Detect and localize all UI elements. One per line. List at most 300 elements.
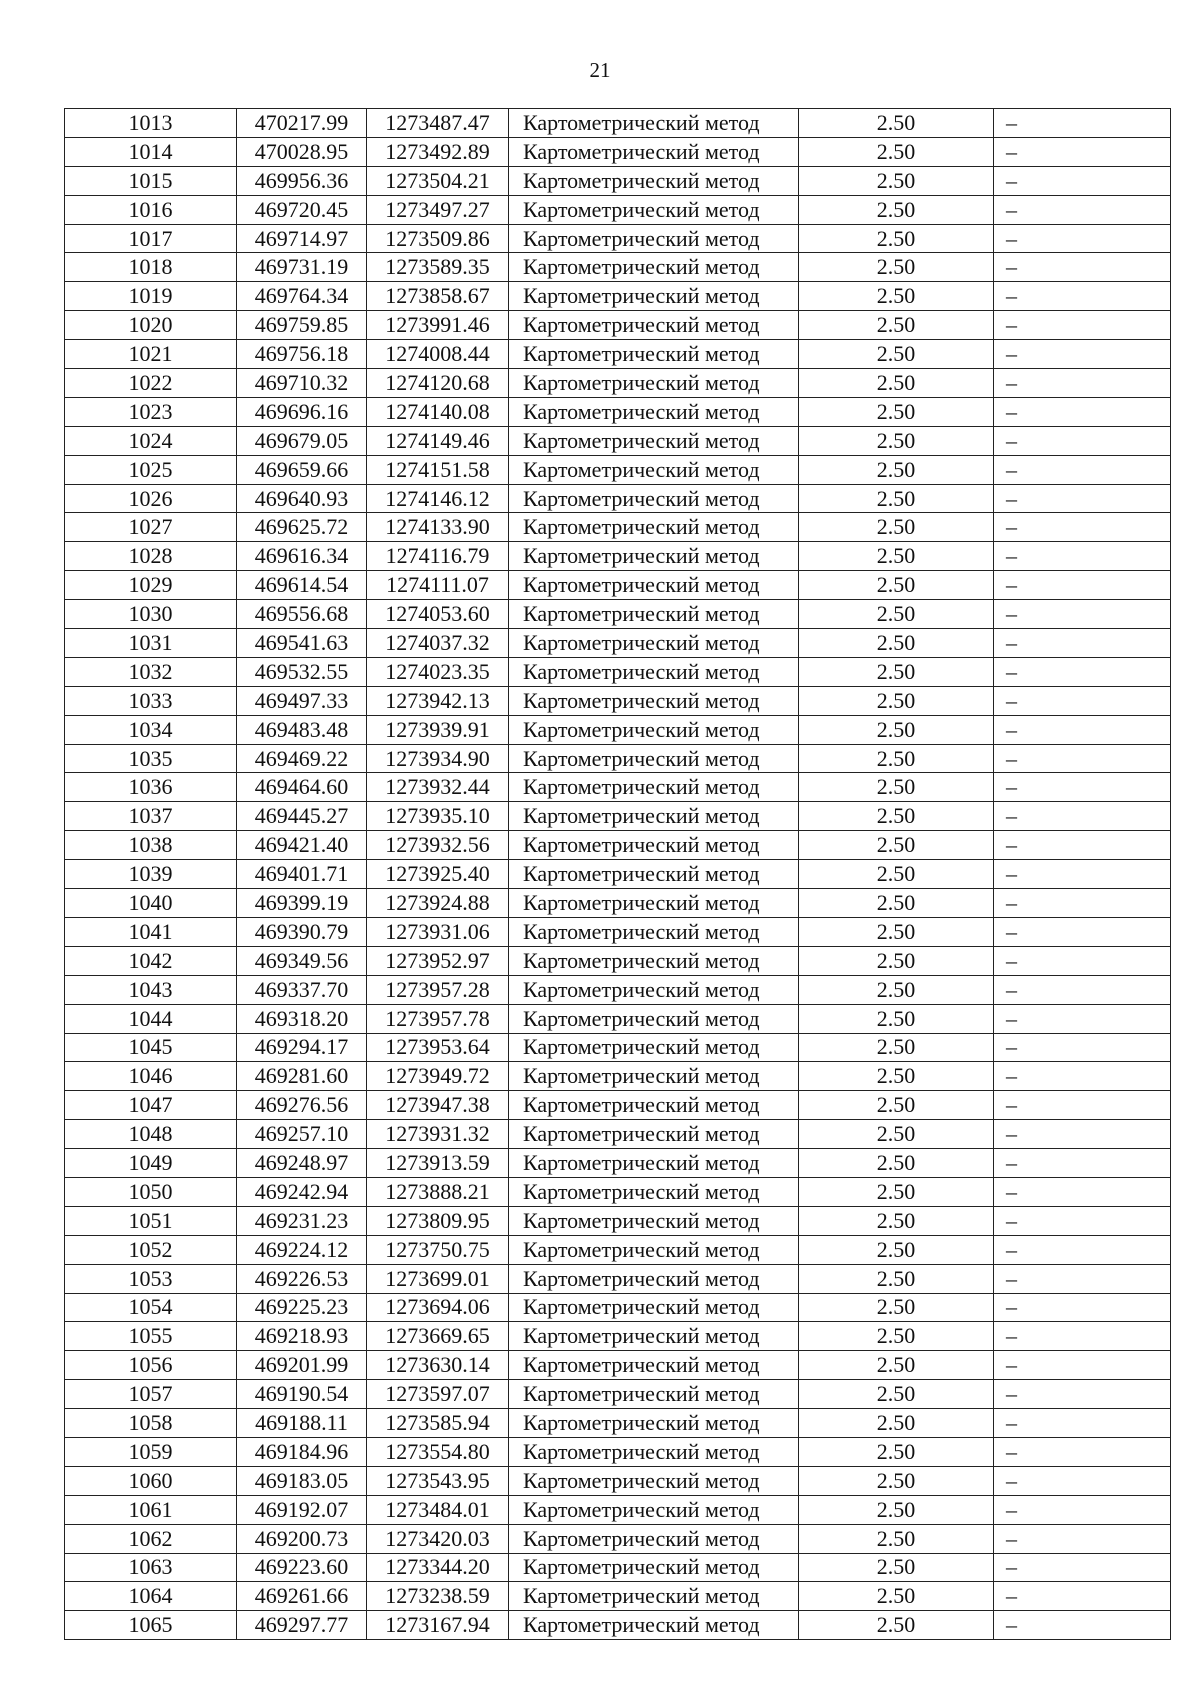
point-number-cell: 1064 xyxy=(65,1582,237,1611)
description-cell: – xyxy=(994,1120,1171,1149)
x-coordinate-cell: 469640.93 xyxy=(237,484,367,513)
method-cell: Картометрический метод xyxy=(509,1149,799,1178)
y-coordinate-cell: 1273942.13 xyxy=(367,686,509,715)
method-cell: Картометрический метод xyxy=(509,1033,799,1062)
x-coordinate-cell: 469297.77 xyxy=(237,1611,367,1640)
y-coordinate-cell: 1273167.94 xyxy=(367,1611,509,1640)
precision-cell: 2.50 xyxy=(799,1611,994,1640)
description-cell: – xyxy=(994,1293,1171,1322)
point-number-cell: 1054 xyxy=(65,1293,237,1322)
method-cell: Картометрический метод xyxy=(509,1351,799,1380)
y-coordinate-cell: 1273420.03 xyxy=(367,1524,509,1553)
table-row xyxy=(65,1495,1171,1524)
table-row xyxy=(65,1120,1171,1149)
precision-cell: 2.50 xyxy=(799,657,994,686)
precision-cell: 2.50 xyxy=(799,1437,994,1466)
description-cell: – xyxy=(994,1091,1171,1120)
description-cell: – xyxy=(994,1206,1171,1235)
point-number-cell: 1013 xyxy=(65,109,237,138)
table-row xyxy=(65,1409,1171,1438)
x-coordinate-cell: 469720.45 xyxy=(237,195,367,224)
y-coordinate-cell: 1274146.12 xyxy=(367,484,509,513)
x-coordinate-cell: 469497.33 xyxy=(237,686,367,715)
method-cell: Картометрический метод xyxy=(509,166,799,195)
method-cell: Картометрический метод xyxy=(509,426,799,455)
precision-cell: 2.50 xyxy=(799,195,994,224)
method-cell: Картометрический метод xyxy=(509,1062,799,1091)
y-coordinate-cell: 1273809.95 xyxy=(367,1206,509,1235)
description-cell: – xyxy=(994,1177,1171,1206)
x-coordinate-cell: 469224.12 xyxy=(237,1235,367,1264)
description-cell: – xyxy=(994,1582,1171,1611)
method-cell: Картометрический метод xyxy=(509,1091,799,1120)
precision-cell: 2.50 xyxy=(799,1120,994,1149)
precision-cell: 2.50 xyxy=(799,1004,994,1033)
table-row xyxy=(65,426,1171,455)
point-number-cell: 1031 xyxy=(65,629,237,658)
description-cell: – xyxy=(994,282,1171,311)
description-cell: – xyxy=(994,253,1171,282)
point-number-cell: 1033 xyxy=(65,686,237,715)
table-row xyxy=(65,889,1171,918)
point-number-cell: 1030 xyxy=(65,600,237,629)
x-coordinate-cell: 469192.07 xyxy=(237,1495,367,1524)
point-number-cell: 1037 xyxy=(65,802,237,831)
x-coordinate-cell: 469421.40 xyxy=(237,831,367,860)
description-cell: – xyxy=(994,397,1171,426)
point-number-cell: 1052 xyxy=(65,1235,237,1264)
precision-cell: 2.50 xyxy=(799,831,994,860)
precision-cell: 2.50 xyxy=(799,1293,994,1322)
y-coordinate-cell: 1274140.08 xyxy=(367,397,509,426)
method-cell: Картометрический метод xyxy=(509,1380,799,1409)
table-row xyxy=(65,1206,1171,1235)
table-row xyxy=(65,1524,1171,1553)
description-cell: – xyxy=(994,1380,1171,1409)
table-row xyxy=(65,455,1171,484)
point-number-cell: 1048 xyxy=(65,1120,237,1149)
table-row xyxy=(65,600,1171,629)
precision-cell: 2.50 xyxy=(799,773,994,802)
y-coordinate-cell: 1273957.28 xyxy=(367,975,509,1004)
precision-cell: 2.50 xyxy=(799,1553,994,1582)
description-cell: – xyxy=(994,542,1171,571)
point-number-cell: 1035 xyxy=(65,744,237,773)
y-coordinate-cell: 1273932.56 xyxy=(367,831,509,860)
method-cell: Картометрический метод xyxy=(509,600,799,629)
method-cell: Картометрический метод xyxy=(509,455,799,484)
precision-cell: 2.50 xyxy=(799,369,994,398)
point-number-cell: 1024 xyxy=(65,426,237,455)
point-number-cell: 1019 xyxy=(65,282,237,311)
point-number-cell: 1044 xyxy=(65,1004,237,1033)
method-cell: Картометрический метод xyxy=(509,484,799,513)
page-number: 21 xyxy=(589,58,611,82)
x-coordinate-cell: 469248.97 xyxy=(237,1149,367,1178)
method-cell: Картометрический метод xyxy=(509,1437,799,1466)
method-cell: Картометрический метод xyxy=(509,831,799,860)
point-number-cell: 1018 xyxy=(65,253,237,282)
method-cell: Картометрический метод xyxy=(509,109,799,138)
point-number-cell: 1022 xyxy=(65,369,237,398)
point-number-cell: 1046 xyxy=(65,1062,237,1091)
table-row xyxy=(65,1293,1171,1322)
point-number-cell: 1028 xyxy=(65,542,237,571)
y-coordinate-cell: 1273509.86 xyxy=(367,224,509,253)
point-number-cell: 1038 xyxy=(65,831,237,860)
y-coordinate-cell: 1273925.40 xyxy=(367,860,509,889)
method-cell: Картометрический метод xyxy=(509,773,799,802)
table-row xyxy=(65,1091,1171,1120)
table-row xyxy=(65,629,1171,658)
x-coordinate-cell: 469188.11 xyxy=(237,1409,367,1438)
method-cell: Картометрический метод xyxy=(509,1235,799,1264)
description-cell: – xyxy=(994,166,1171,195)
table-row xyxy=(65,1264,1171,1293)
precision-cell: 2.50 xyxy=(799,426,994,455)
y-coordinate-cell: 1274116.79 xyxy=(367,542,509,571)
y-coordinate-cell: 1273931.06 xyxy=(367,917,509,946)
description-cell: – xyxy=(994,311,1171,340)
y-coordinate-cell: 1274037.32 xyxy=(367,629,509,658)
y-coordinate-cell: 1273589.35 xyxy=(367,253,509,282)
x-coordinate-cell: 469956.36 xyxy=(237,166,367,195)
y-coordinate-cell: 1273949.72 xyxy=(367,1062,509,1091)
x-coordinate-cell: 469200.73 xyxy=(237,1524,367,1553)
precision-cell: 2.50 xyxy=(799,137,994,166)
method-cell: Картометрический метод xyxy=(509,744,799,773)
method-cell: Картометрический метод xyxy=(509,1611,799,1640)
precision-cell: 2.50 xyxy=(799,686,994,715)
point-number-cell: 1058 xyxy=(65,1409,237,1438)
point-number-cell: 1016 xyxy=(65,195,237,224)
table-row xyxy=(65,282,1171,311)
description-cell: – xyxy=(994,340,1171,369)
table-row xyxy=(65,484,1171,513)
precision-cell: 2.50 xyxy=(799,1235,994,1264)
table-row xyxy=(65,1177,1171,1206)
table-row xyxy=(65,195,1171,224)
description-cell: – xyxy=(994,1495,1171,1524)
point-number-cell: 1015 xyxy=(65,166,237,195)
point-number-cell: 1014 xyxy=(65,137,237,166)
table-row xyxy=(65,975,1171,1004)
method-cell: Картометрический метод xyxy=(509,513,799,542)
x-coordinate-cell: 469201.99 xyxy=(237,1351,367,1380)
method-cell: Картометрический метод xyxy=(509,657,799,686)
y-coordinate-cell: 1273344.20 xyxy=(367,1553,509,1582)
point-number-cell: 1059 xyxy=(65,1437,237,1466)
method-cell: Картометрический метод xyxy=(509,715,799,744)
y-coordinate-cell: 1273935.10 xyxy=(367,802,509,831)
y-coordinate-cell: 1273947.38 xyxy=(367,1091,509,1120)
method-cell: Картометрический метод xyxy=(509,282,799,311)
description-cell: – xyxy=(994,1322,1171,1351)
method-cell: Картометрический метод xyxy=(509,253,799,282)
table-row xyxy=(65,917,1171,946)
precision-cell: 2.50 xyxy=(799,1380,994,1409)
y-coordinate-cell: 1273931.32 xyxy=(367,1120,509,1149)
description-cell: – xyxy=(994,1437,1171,1466)
description-cell: – xyxy=(994,455,1171,484)
precision-cell: 2.50 xyxy=(799,1351,994,1380)
table-row xyxy=(65,1149,1171,1178)
description-cell: – xyxy=(994,224,1171,253)
precision-cell: 2.50 xyxy=(799,860,994,889)
y-coordinate-cell: 1274133.90 xyxy=(367,513,509,542)
x-coordinate-cell: 469399.19 xyxy=(237,889,367,918)
precision-cell: 2.50 xyxy=(799,600,994,629)
method-cell: Картометрический метод xyxy=(509,1322,799,1351)
method-cell: Картометрический метод xyxy=(509,542,799,571)
point-number-cell: 1050 xyxy=(65,1177,237,1206)
table-row xyxy=(65,1582,1171,1611)
description-cell: – xyxy=(994,1553,1171,1582)
description-cell: – xyxy=(994,1611,1171,1640)
description-cell: – xyxy=(994,484,1171,513)
point-number-cell: 1026 xyxy=(65,484,237,513)
description-cell: – xyxy=(994,657,1171,686)
precision-cell: 2.50 xyxy=(799,1206,994,1235)
precision-cell: 2.50 xyxy=(799,1033,994,1062)
point-number-cell: 1053 xyxy=(65,1264,237,1293)
method-cell: Картометрический метод xyxy=(509,397,799,426)
point-number-cell: 1045 xyxy=(65,1033,237,1062)
method-cell: Картометрический метод xyxy=(509,195,799,224)
x-coordinate-cell: 469294.17 xyxy=(237,1033,367,1062)
description-cell: – xyxy=(994,946,1171,975)
y-coordinate-cell: 1273924.88 xyxy=(367,889,509,918)
x-coordinate-cell: 469469.22 xyxy=(237,744,367,773)
description-cell: – xyxy=(994,1264,1171,1293)
point-number-cell: 1049 xyxy=(65,1149,237,1178)
precision-cell: 2.50 xyxy=(799,1582,994,1611)
point-number-cell: 1061 xyxy=(65,1495,237,1524)
method-cell: Картометрический метод xyxy=(509,137,799,166)
y-coordinate-cell: 1274023.35 xyxy=(367,657,509,686)
point-number-cell: 1057 xyxy=(65,1380,237,1409)
description-cell: – xyxy=(994,744,1171,773)
y-coordinate-cell: 1273597.07 xyxy=(367,1380,509,1409)
method-cell: Картометрический метод xyxy=(509,917,799,946)
table-row xyxy=(65,1235,1171,1264)
x-coordinate-cell: 469541.63 xyxy=(237,629,367,658)
x-coordinate-cell: 469532.55 xyxy=(237,657,367,686)
y-coordinate-cell: 1273750.75 xyxy=(367,1235,509,1264)
table-row xyxy=(65,109,1171,138)
y-coordinate-cell: 1273554.80 xyxy=(367,1437,509,1466)
description-cell: – xyxy=(994,1149,1171,1178)
description-cell: – xyxy=(994,1062,1171,1091)
precision-cell: 2.50 xyxy=(799,802,994,831)
table-row xyxy=(65,686,1171,715)
method-cell: Картометрический метод xyxy=(509,224,799,253)
x-coordinate-cell: 469614.54 xyxy=(237,571,367,600)
table-row xyxy=(65,397,1171,426)
y-coordinate-cell: 1274053.60 xyxy=(367,600,509,629)
description-cell: – xyxy=(994,975,1171,1004)
y-coordinate-cell: 1273913.59 xyxy=(367,1149,509,1178)
method-cell: Картометрический метод xyxy=(509,1495,799,1524)
y-coordinate-cell: 1273699.01 xyxy=(367,1264,509,1293)
x-coordinate-cell: 469223.60 xyxy=(237,1553,367,1582)
point-number-cell: 1047 xyxy=(65,1091,237,1120)
x-coordinate-cell: 469390.79 xyxy=(237,917,367,946)
description-cell: – xyxy=(994,1524,1171,1553)
y-coordinate-cell: 1274149.46 xyxy=(367,426,509,455)
precision-cell: 2.50 xyxy=(799,571,994,600)
method-cell: Картометрический метод xyxy=(509,975,799,1004)
x-coordinate-cell: 469257.10 xyxy=(237,1120,367,1149)
x-coordinate-cell: 469679.05 xyxy=(237,426,367,455)
method-cell: Картометрический метод xyxy=(509,946,799,975)
x-coordinate-cell: 469242.94 xyxy=(237,1177,367,1206)
precision-cell: 2.50 xyxy=(799,946,994,975)
description-cell: – xyxy=(994,773,1171,802)
precision-cell: 2.50 xyxy=(799,1091,994,1120)
point-number-cell: 1023 xyxy=(65,397,237,426)
y-coordinate-cell: 1273492.89 xyxy=(367,137,509,166)
point-number-cell: 1027 xyxy=(65,513,237,542)
x-coordinate-cell: 469710.32 xyxy=(237,369,367,398)
table-row xyxy=(65,166,1171,195)
precision-cell: 2.50 xyxy=(799,224,994,253)
table-body xyxy=(65,109,1171,1640)
description-cell: – xyxy=(994,109,1171,138)
precision-cell: 2.50 xyxy=(799,1322,994,1351)
y-coordinate-cell: 1274120.68 xyxy=(367,369,509,398)
method-cell: Картометрический метод xyxy=(509,1409,799,1438)
y-coordinate-cell: 1273934.90 xyxy=(367,744,509,773)
point-number-cell: 1036 xyxy=(65,773,237,802)
table-row xyxy=(65,1351,1171,1380)
point-number-cell: 1034 xyxy=(65,715,237,744)
precision-cell: 2.50 xyxy=(799,1524,994,1553)
description-cell: – xyxy=(994,1033,1171,1062)
x-coordinate-cell: 469184.96 xyxy=(237,1437,367,1466)
description-cell: – xyxy=(994,513,1171,542)
y-coordinate-cell: 1274151.58 xyxy=(367,455,509,484)
y-coordinate-cell: 1273939.91 xyxy=(367,715,509,744)
y-coordinate-cell: 1273953.64 xyxy=(367,1033,509,1062)
description-cell: – xyxy=(994,629,1171,658)
description-cell: – xyxy=(994,1004,1171,1033)
precision-cell: 2.50 xyxy=(799,311,994,340)
precision-cell: 2.50 xyxy=(799,484,994,513)
point-number-cell: 1017 xyxy=(65,224,237,253)
point-number-cell: 1025 xyxy=(65,455,237,484)
table-row xyxy=(65,946,1171,975)
table-row xyxy=(65,253,1171,282)
x-coordinate-cell: 469464.60 xyxy=(237,773,367,802)
table-row xyxy=(65,224,1171,253)
table-row xyxy=(65,340,1171,369)
description-cell: – xyxy=(994,889,1171,918)
table-row xyxy=(65,137,1171,166)
y-coordinate-cell: 1273694.06 xyxy=(367,1293,509,1322)
table-row xyxy=(65,1033,1171,1062)
point-number-cell: 1029 xyxy=(65,571,237,600)
precision-cell: 2.50 xyxy=(799,1466,994,1495)
x-coordinate-cell: 469616.34 xyxy=(237,542,367,571)
description-cell: – xyxy=(994,1351,1171,1380)
x-coordinate-cell: 469483.48 xyxy=(237,715,367,744)
method-cell: Картометрический метод xyxy=(509,340,799,369)
table-row xyxy=(65,715,1171,744)
point-number-cell: 1062 xyxy=(65,1524,237,1553)
y-coordinate-cell: 1273888.21 xyxy=(367,1177,509,1206)
precision-cell: 2.50 xyxy=(799,889,994,918)
description-cell: – xyxy=(994,831,1171,860)
x-coordinate-cell: 469318.20 xyxy=(237,1004,367,1033)
y-coordinate-cell: 1273484.01 xyxy=(367,1495,509,1524)
description-cell: – xyxy=(994,686,1171,715)
x-coordinate-cell: 469349.56 xyxy=(237,946,367,975)
precision-cell: 2.50 xyxy=(799,1495,994,1524)
method-cell: Картометрический метод xyxy=(509,802,799,831)
x-coordinate-cell: 469756.18 xyxy=(237,340,367,369)
description-cell: – xyxy=(994,1409,1171,1438)
point-number-cell: 1056 xyxy=(65,1351,237,1380)
method-cell: Картометрический метод xyxy=(509,1120,799,1149)
precision-cell: 2.50 xyxy=(799,282,994,311)
method-cell: Картометрический метод xyxy=(509,311,799,340)
description-cell: – xyxy=(994,600,1171,629)
description-cell: – xyxy=(994,860,1171,889)
method-cell: Картометрический метод xyxy=(509,1553,799,1582)
x-coordinate-cell: 469445.27 xyxy=(237,802,367,831)
point-number-cell: 1032 xyxy=(65,657,237,686)
y-coordinate-cell: 1273497.27 xyxy=(367,195,509,224)
y-coordinate-cell: 1273585.94 xyxy=(367,1409,509,1438)
precision-cell: 2.50 xyxy=(799,513,994,542)
precision-cell: 2.50 xyxy=(799,917,994,946)
x-coordinate-cell: 469281.60 xyxy=(237,1062,367,1091)
point-number-cell: 1021 xyxy=(65,340,237,369)
point-number-cell: 1063 xyxy=(65,1553,237,1582)
x-coordinate-cell: 469556.68 xyxy=(237,600,367,629)
method-cell: Картометрический метод xyxy=(509,1524,799,1553)
y-coordinate-cell: 1273952.97 xyxy=(367,946,509,975)
method-cell: Картометрический метод xyxy=(509,571,799,600)
description-cell: – xyxy=(994,571,1171,600)
y-coordinate-cell: 1273630.14 xyxy=(367,1351,509,1380)
precision-cell: 2.50 xyxy=(799,715,994,744)
table-row xyxy=(65,1380,1171,1409)
x-coordinate-cell: 469714.97 xyxy=(237,224,367,253)
method-cell: Картометрический метод xyxy=(509,629,799,658)
point-number-cell: 1060 xyxy=(65,1466,237,1495)
table-row xyxy=(65,369,1171,398)
x-coordinate-cell: 469190.54 xyxy=(237,1380,367,1409)
x-coordinate-cell: 469401.71 xyxy=(237,860,367,889)
point-number-cell: 1043 xyxy=(65,975,237,1004)
point-number-cell: 1055 xyxy=(65,1322,237,1351)
method-cell: Картометрический метод xyxy=(509,686,799,715)
x-coordinate-cell: 469696.16 xyxy=(237,397,367,426)
description-cell: – xyxy=(994,369,1171,398)
description-cell: – xyxy=(994,137,1171,166)
method-cell: Картометрический метод xyxy=(509,1264,799,1293)
table-row xyxy=(65,802,1171,831)
method-cell: Картометрический метод xyxy=(509,369,799,398)
method-cell: Картометрический метод xyxy=(509,1004,799,1033)
x-coordinate-cell: 469759.85 xyxy=(237,311,367,340)
description-cell: – xyxy=(994,1466,1171,1495)
point-number-cell: 1051 xyxy=(65,1206,237,1235)
table-row xyxy=(65,1466,1171,1495)
precision-cell: 2.50 xyxy=(799,340,994,369)
